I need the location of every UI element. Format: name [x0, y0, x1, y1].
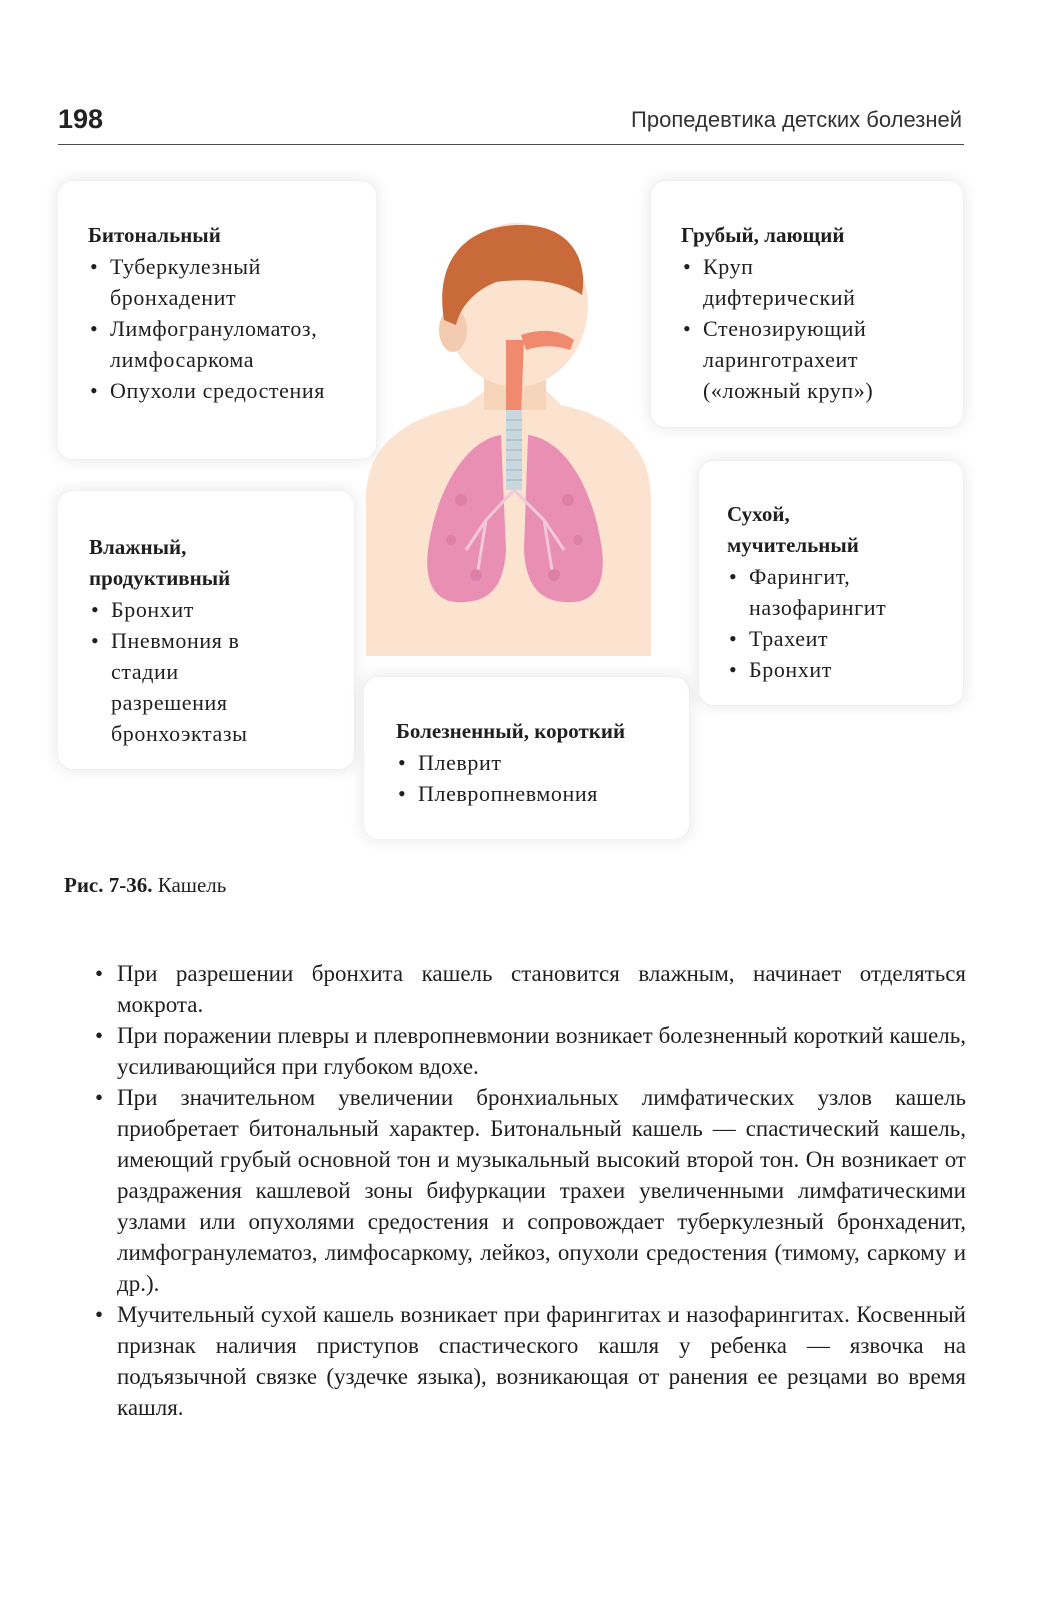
- list-item: • Круп дифтерический: [681, 251, 903, 313]
- list-item: • Опухоли средостения: [88, 375, 368, 406]
- box-dry-title: Сухой, мучительный: [727, 502, 859, 557]
- figure-caption: [64, 873, 226, 898]
- list-item: • При разрешении бронхита кашель становится влажным, начинает отделяться мокрота.: [94, 958, 966, 1020]
- list-item: • Плевропневмония: [396, 778, 686, 809]
- list-item: • Мучительный сухой кашель возникает при фарингитах и назофарингитах. Косвенный признак наличия приступов спастического кашля у ребенка — язвочка на подъязычной связке (уздечке языка), возникающая от ранения ее резцами во время кашля.: [94, 1299, 966, 1423]
- list-item: • При значительном увеличении бронхиальных лимфатических узлов кашель приобретает битональный характер. Битональный кашель — спастический кашель, имеющий грубый основной тон и музыкальный высокий второй тон. Он возникает от раздражения кашлевой зоны бифуркации трахеи увеличенными лимфатическими узлами или опухолями средостения и сопровождает туберкулезный бронхаденит, лимфогранулематоз, лимфосаркому, лейкоз, опухоли средостения (тимому, саркому и др.).: [94, 1082, 966, 1299]
- box-bitonal: [57, 180, 377, 460]
- box-rough-list: [681, 251, 931, 406]
- box-bitonal-list: [88, 251, 368, 406]
- list-item: • Туберкулезный бронхаденит: [88, 251, 368, 313]
- caption-text: Кашель: [157, 873, 227, 897]
- list-item: • Стенозирующий ларинготрахеит («ложный круп»): [681, 313, 931, 406]
- box-dry-list: [727, 561, 959, 685]
- page-number: 198: [58, 104, 104, 134]
- box-wet-title: Влажный, продуктивный: [89, 535, 231, 590]
- box-painful-title: Болезненный, короткий: [396, 719, 626, 743]
- body-text-list: [94, 958, 966, 1423]
- list-item: • Бронхит: [727, 654, 959, 685]
- list-item: • Фарингит, назофарингит: [727, 561, 939, 623]
- list-item: • Трахеит: [727, 623, 959, 654]
- respiratory-illustration: [356, 200, 660, 656]
- list-item: • При поражении плевры и плевропневмонии возникает болезненный короткий кашель, усиливающийся при глубоком вдохе.: [94, 1020, 966, 1082]
- list-item: • Лимфогрануломатоз, лимфосаркома: [88, 313, 368, 375]
- box-rough: [650, 180, 964, 428]
- list-item: бронхоэктазы: [111, 721, 248, 746]
- box-wet-list: [89, 594, 301, 749]
- page-header: [58, 104, 964, 145]
- caption-label: Рис. 7-36.: [64, 873, 153, 897]
- box-rough-title: Грубый, лающий: [681, 223, 845, 247]
- box-painful: [363, 676, 690, 840]
- list-item: • Пневмония в стадии разрешения: [89, 625, 261, 718]
- box-dry: [698, 460, 964, 706]
- list-item: • Плеврит: [396, 747, 686, 778]
- child-respiratory-system-image: [356, 200, 660, 656]
- box-bitonal-title: Битональный: [88, 223, 221, 247]
- running-title: Пропедевтика детских болезней: [631, 107, 962, 132]
- box-wet: [57, 490, 355, 770]
- box-painful-list: [396, 747, 686, 809]
- list-item: • Бронхит: [89, 594, 301, 625]
